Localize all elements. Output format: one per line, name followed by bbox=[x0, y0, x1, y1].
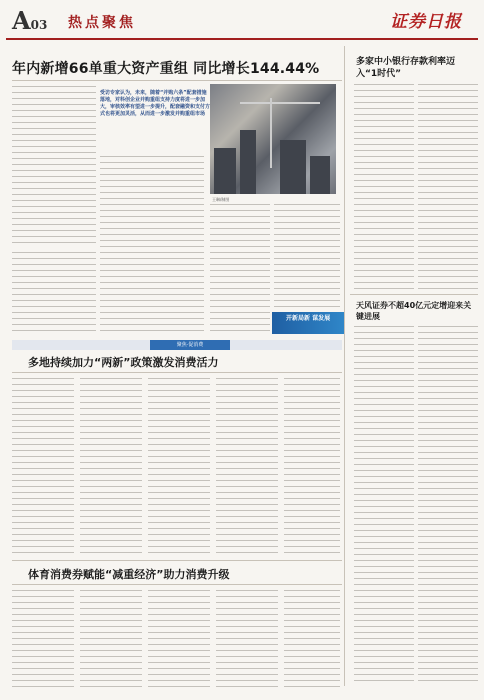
section3-rule bbox=[12, 584, 342, 585]
sidebar-body-d bbox=[418, 326, 478, 686]
sidebar-rule bbox=[350, 294, 478, 295]
page-header bbox=[6, 4, 478, 38]
sidebar-body-c bbox=[354, 326, 414, 686]
sidebar-body-b bbox=[418, 84, 478, 290]
sidebar-headline-top: 多家中小银行存款利率迈入“1时代” bbox=[356, 57, 456, 79]
header-divider bbox=[6, 38, 478, 40]
section2-body-col1 bbox=[12, 378, 74, 558]
article-body-col4 bbox=[274, 204, 340, 308]
article-body-col1b bbox=[12, 252, 96, 334]
section-number: A03 bbox=[12, 6, 48, 35]
section2-body-col2 bbox=[80, 378, 142, 558]
illustration-image bbox=[210, 84, 336, 194]
section2-body-col3 bbox=[148, 378, 210, 558]
headline-rule bbox=[12, 80, 342, 81]
main-headline: 年内新增66单重大资产重组 同比增长144.44% bbox=[12, 61, 320, 77]
section3-body-col2 bbox=[80, 590, 142, 690]
section2-body-col4 bbox=[216, 378, 278, 558]
section3-headline: 体育消费券赋能“减重经济”助力消费升级 bbox=[28, 568, 230, 581]
section2-body-col5 bbox=[284, 378, 340, 558]
section2-tag: 聚焦·促消费 bbox=[150, 340, 230, 350]
section-title: 热点聚焦 bbox=[68, 15, 136, 31]
pull-quote: 受访专家认为，未来，随着“并购六条”配套措施落地，对科创企业并购重组支持力度将进一步加大，审核效率有望进一步提升，配套融资和支付方式也将更加灵活，从而进一步激发并购重组市场 bbox=[100, 90, 211, 117]
section3-body-col5 bbox=[284, 590, 340, 690]
section3-body-col1 bbox=[12, 590, 74, 690]
section2-rule bbox=[12, 372, 342, 373]
section2-headline: 多地持续加力“两新”政策激发消费活力 bbox=[28, 356, 219, 369]
masthead-logo: 证券日报 bbox=[390, 12, 462, 32]
article-body-col1 bbox=[12, 86, 96, 246]
promo-banner: 开新局新 谋发展 bbox=[272, 312, 344, 334]
column-divider bbox=[344, 46, 345, 686]
sidebar-body-a bbox=[354, 84, 414, 290]
article-body-col2 bbox=[100, 156, 204, 334]
section3-body-col3 bbox=[148, 590, 210, 690]
image-caption: 王琳/制图 bbox=[212, 197, 230, 202]
article-body-col3 bbox=[210, 204, 270, 334]
section3-body-col4 bbox=[216, 590, 278, 690]
section3-rule-top bbox=[12, 560, 342, 561]
sidebar-headline-mid: 天风证券不超40亿元定增迎来关键进展 bbox=[356, 301, 472, 321]
